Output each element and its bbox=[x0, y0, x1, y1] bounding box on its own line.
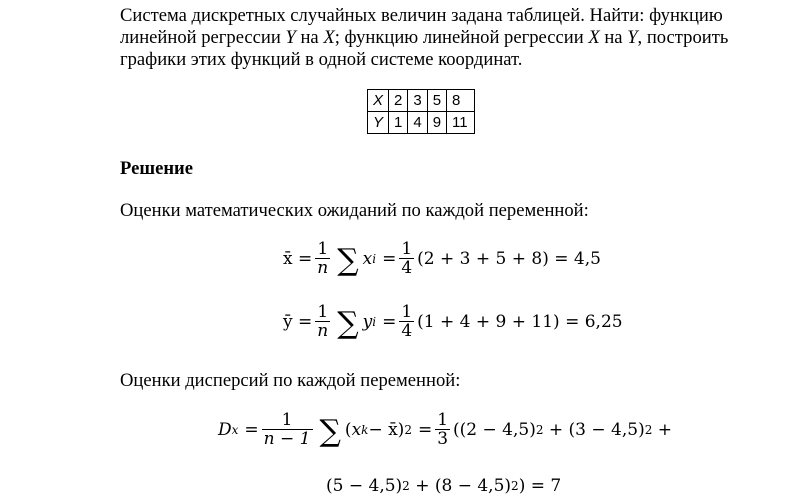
table-cell: 3 bbox=[408, 90, 427, 112]
section-heading: Решение bbox=[120, 158, 193, 179]
sum-symbol: ∑ bbox=[319, 413, 341, 449]
table-cell: 9 bbox=[427, 112, 446, 134]
var-y: Y bbox=[285, 27, 296, 48]
formula-dx-continuation bbox=[326, 476, 561, 496]
text-fragment: , построить bbox=[637, 27, 729, 48]
paragraph-means: Оценки математических ожиданий по каждой переменной: bbox=[120, 200, 589, 221]
formula-dx bbox=[218, 411, 672, 448]
table-cell: 11 bbox=[447, 112, 475, 134]
formula-term: y bbox=[362, 311, 373, 332]
subscript: k bbox=[361, 422, 369, 437]
text-fragment: линейной регрессии bbox=[120, 27, 286, 48]
fraction-numerator: 1 bbox=[281, 410, 293, 430]
text-fragment: на bbox=[295, 27, 324, 48]
table-row bbox=[368, 90, 475, 112]
formula-rhs: (1 + 4 + 9 + 11) = 6,25 bbox=[417, 311, 623, 332]
sum-symbol: ∑ bbox=[337, 305, 359, 341]
formula-rhs: + (8 − 4,5) bbox=[409, 476, 512, 496]
formula-rhs: + bbox=[652, 419, 673, 440]
formula-term: x bbox=[362, 248, 373, 269]
superscript: 2 bbox=[404, 422, 412, 437]
subscript: i bbox=[372, 251, 377, 266]
fraction bbox=[399, 240, 414, 277]
statement-line-2 bbox=[120, 27, 760, 49]
var-x: X bbox=[588, 27, 600, 48]
superscript: 2 bbox=[644, 422, 653, 437]
fraction-denominator: 3 bbox=[437, 429, 449, 449]
fraction bbox=[399, 303, 414, 340]
equals-sign: = bbox=[417, 419, 433, 440]
text-fragment: на bbox=[599, 27, 628, 48]
fraction-denominator: n − 1 bbox=[263, 429, 311, 449]
formula-xbar bbox=[283, 240, 601, 277]
fraction-numerator: 1 bbox=[437, 410, 449, 430]
table-header-cell: X bbox=[368, 90, 389, 112]
table-cell: 1 bbox=[389, 112, 408, 134]
sum-symbol: ∑ bbox=[337, 242, 359, 278]
table-cell: 5 bbox=[427, 90, 446, 112]
fraction-numerator: 1 bbox=[401, 239, 413, 259]
fraction-denominator: n bbox=[317, 321, 329, 341]
formula-rhs: (5 − 4,5) bbox=[326, 476, 403, 496]
formula-rhs: ((2 − 4,5) bbox=[453, 419, 536, 440]
distribution-table bbox=[367, 89, 475, 134]
table-cell: 4 bbox=[408, 112, 427, 134]
formula-term: x bbox=[351, 419, 362, 440]
table-row bbox=[368, 112, 475, 134]
fraction bbox=[262, 411, 313, 448]
statement-line-3: графики этих функций в одной системе координат. bbox=[120, 49, 523, 70]
fraction bbox=[315, 240, 330, 277]
fraction-denominator: n bbox=[317, 258, 329, 278]
problem-statement bbox=[120, 5, 760, 71]
fraction-numerator: 1 bbox=[317, 239, 329, 259]
equals-sign: = bbox=[382, 248, 397, 269]
formula-lhs: x̄ = bbox=[283, 248, 313, 269]
paren: ( bbox=[344, 419, 352, 440]
fraction-numerator: 1 bbox=[401, 302, 413, 322]
equals-sign: = bbox=[382, 311, 397, 332]
statement-line-1: Система дискретных случайных величин задана таблицей. Найти: функцию bbox=[120, 5, 723, 26]
superscript: 2 bbox=[535, 422, 544, 437]
subscript: i bbox=[372, 314, 377, 329]
formula-rhs: (2 + 3 + 5 + 8) = 4,5 bbox=[417, 248, 601, 269]
fraction-denominator: 4 bbox=[401, 321, 413, 341]
formula-rhs: + (3 − 4,5) bbox=[543, 419, 645, 440]
text-fragment: ; функцию линейной регрессии bbox=[334, 27, 589, 48]
formula-term-rest: − x̄) bbox=[368, 419, 405, 440]
var-x: X bbox=[323, 27, 335, 48]
superscript: 2 bbox=[511, 479, 519, 493]
superscript: 2 bbox=[402, 479, 410, 493]
table-cell: 8 bbox=[447, 90, 475, 112]
subscript: x bbox=[231, 422, 239, 437]
var-y: Y bbox=[627, 27, 638, 48]
fraction bbox=[315, 303, 330, 340]
formula-lhs: D bbox=[218, 419, 232, 440]
formula-lhs: ȳ = bbox=[283, 311, 313, 332]
fraction bbox=[435, 411, 450, 448]
equals-sign: = bbox=[244, 419, 259, 440]
fraction-denominator: 4 bbox=[401, 258, 413, 278]
table-header-cell: Y bbox=[368, 112, 389, 134]
fraction-numerator: 1 bbox=[317, 302, 329, 322]
table-cell: 2 bbox=[389, 90, 408, 112]
formula-rhs: ) = 7 bbox=[518, 476, 562, 496]
formula-ybar bbox=[283, 303, 623, 340]
paragraph-dispersions: Оценки дисперсий по каждой переменной: bbox=[120, 370, 461, 391]
